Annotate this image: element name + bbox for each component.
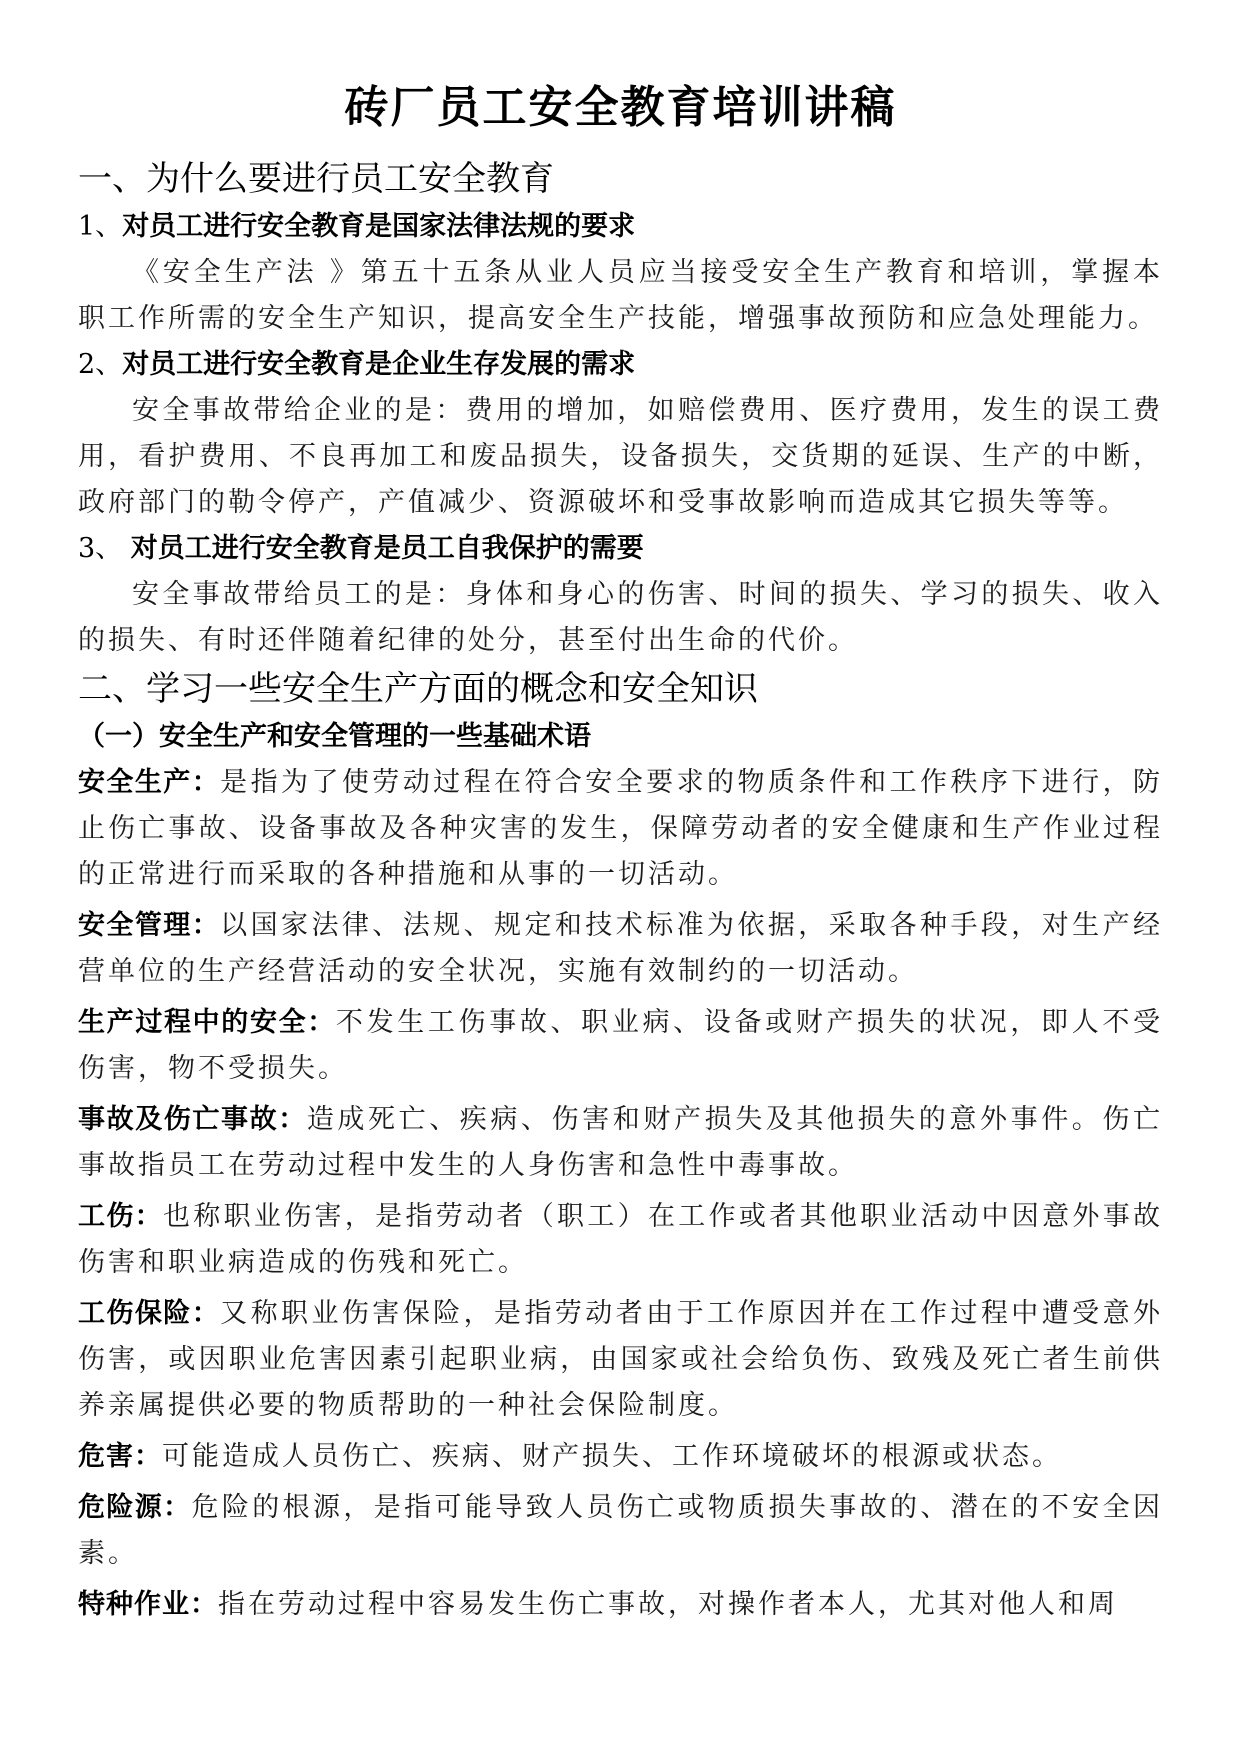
term-definition: 是指为了使劳动过程在符合安全要求的物质条件和工作秩序下进行，防止伤亡事故、设备事故及各种灾害的发生，保障劳动者的安全健康和生产作业过程的正常进行而采取的各种措施和从事的一切活动。 xyxy=(78,767,1164,890)
section-1-heading: 一、为什么要进行员工安全教育 xyxy=(78,159,554,199)
section-2-heading: 二、学习一些安全生产方面的概念和安全知识 xyxy=(78,669,758,709)
term-definition: 又称职业伤害保险，是指劳动者由于工作原因并在工作过程中遭受意外伤害，或因职业危害因素引起职业病，由国家或社会给负伤、致残及死亡者生前供养亲属提供必要的物质帮助的一种社会保险制度。 xyxy=(78,1298,1164,1421)
term-definition: 造成死亡、疾病、伤害和财产损失及其他损失的意外事件。伤亡事故指员工在劳动过程中发生的人身伤害和急性中毒事故。 xyxy=(78,1104,1164,1181)
term-label: 工伤： xyxy=(78,1201,163,1232)
term-entry xyxy=(78,760,1163,898)
term-entry xyxy=(78,1485,1163,1577)
section-1-item-3-heading xyxy=(78,526,1163,572)
term-label: 危害： xyxy=(78,1441,162,1472)
term-definition: 危险的根源，是指可能导致人员伤亡或物质损失事故的、潜在的不安全因素。 xyxy=(78,1492,1164,1569)
item-number: 1、 xyxy=(78,211,123,242)
term-label: 生产过程中的安全： xyxy=(78,1007,336,1038)
section-1-item-2-body: 安全事故带给企业的是：费用的增加，如赔偿费用、医疗费用，发生的误工费用，看护费用、不良再加工和废品损失，设备损失，交货期的延误、生产的中断，政府部门的勒令停产，产值减少、资源破坏和受事故影响而造成其它损失等等。 xyxy=(78,395,1163,518)
term-entry xyxy=(78,1194,1163,1286)
term-entry xyxy=(78,1000,1163,1092)
term-label: 安全生产： xyxy=(78,767,221,798)
term-label: 特种作业： xyxy=(78,1589,218,1620)
item-heading-text: 对员工进行安全教育是企业生存发展的需求 xyxy=(122,349,636,380)
term-definition: 以国家法律、法规、规定和技术标准为依据，采取各种手段，对生产经营单位的生产经营活动的安全状况，实施有效制约的一切活动。 xyxy=(78,910,1164,987)
section-2-subheading: （一）安全生产和安全管理的一些基础术语 xyxy=(78,721,591,752)
term-entry xyxy=(78,1434,1163,1480)
term-entry xyxy=(78,1582,1163,1628)
item-number: 2、 xyxy=(78,349,123,380)
section-1-item-3-body: 安全事故带给员工的是：身体和身心的伤害、时间的损失、学习的损失、收入的损失、有时还伴随着纪律的处分，甚至付出生命的代价。 xyxy=(78,579,1163,656)
term-definition: 指在劳动过程中容易发生伤亡事故，对操作者本人，尤其对他人和周 xyxy=(218,1589,1118,1620)
term-entry xyxy=(78,903,1163,995)
document-title: 砖厂员工安全教育培训讲稿 xyxy=(344,82,897,133)
term-entry xyxy=(78,1291,1163,1429)
term-definition: 也称职业伤害，是指劳动者（职工）在工作或者其他职业活动中因意外事故伤害和职业病造成的伤残和死亡。 xyxy=(78,1201,1164,1278)
term-definition: 不发生工伤事故、职业病、设备或财产损失的状况，即人不受伤害，物不受损失。 xyxy=(78,1007,1164,1084)
term-definition: 可能造成人员伤亡、疾病、财产损失、工作环境破坏的根源或状态。 xyxy=(162,1441,1062,1472)
item-heading-text: 对员工进行安全教育是国家法律法规的要求 xyxy=(122,211,636,242)
term-entry xyxy=(78,1097,1163,1189)
term-label: 危险源： xyxy=(78,1492,192,1523)
item-number: 3、 xyxy=(78,533,131,564)
section-1-item-1-heading xyxy=(78,204,1163,250)
section-1-item-2-heading xyxy=(78,342,1163,388)
term-label: 事故及伤亡事故： xyxy=(78,1104,307,1135)
term-label: 工伤保险： xyxy=(78,1298,221,1329)
term-label: 安全管理： xyxy=(78,910,221,941)
item-heading-text: 对员工进行安全教育是员工自我保护的需要 xyxy=(130,533,644,564)
section-1-item-1-body: 《安全生产法 》第五十五条从业人员应当接受安全生产教育和培训，掌握本职工作所需的安全生产知识，提高安全生产技能，增强事故预防和应急处理能力。 xyxy=(78,257,1163,334)
